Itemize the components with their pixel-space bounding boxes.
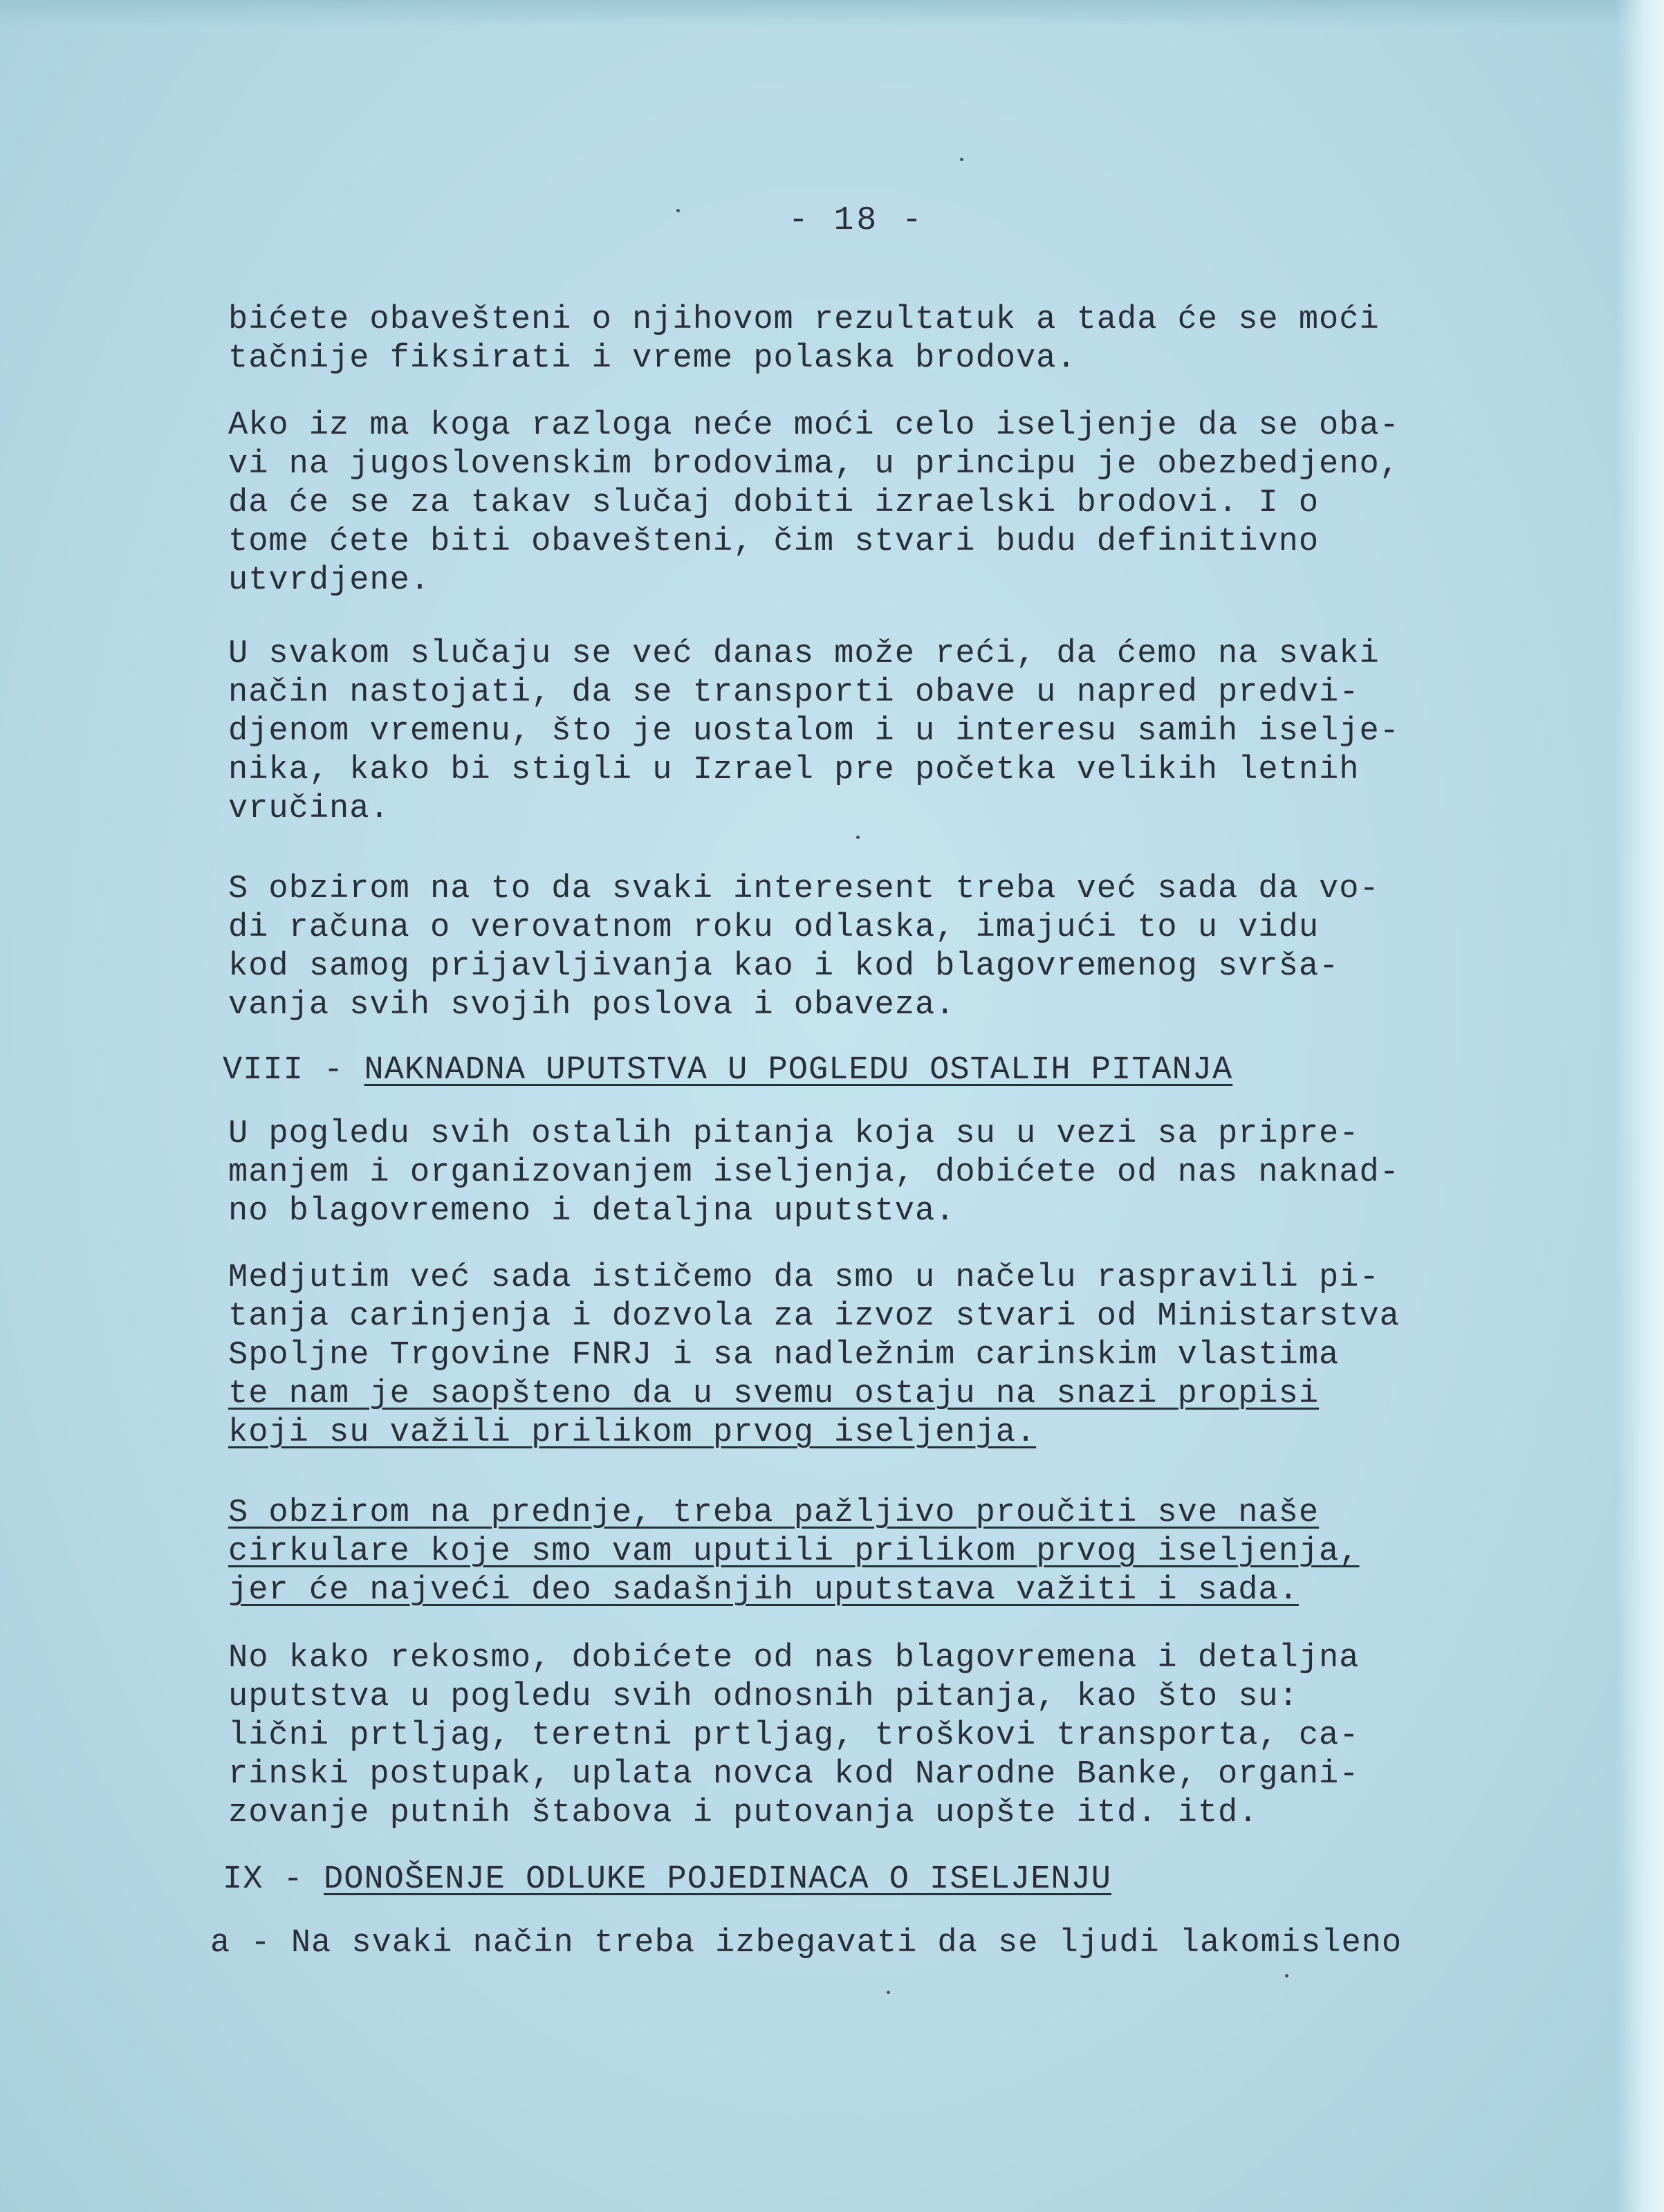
text-line: utvrdjene. <box>228 562 431 599</box>
text-line: tome ćete biti obavešteni, čim stvari budu definitivno <box>228 524 1320 560</box>
scan-speck <box>676 209 680 212</box>
paragraph-1 <box>228 301 1487 378</box>
text-line: tačnije fiksirati i vreme polaska brodova. <box>228 340 1077 377</box>
underlined-line: S obzirom na prednje, treba pažljivo proučiti sve naše <box>228 1495 1320 1531</box>
text-line: Medjutim već sada ističemo da smo u načelu raspravili pi- <box>228 1260 1380 1296</box>
scan-speck <box>1285 1974 1288 1978</box>
paragraph-3 <box>228 635 1487 829</box>
text-line: No kako rekosmo, dobićete od nas blagovremena i detaljna <box>228 1640 1360 1677</box>
text-line: zovanje putnih štabova i putovanja uopšte itd. itd. <box>228 1795 1259 1832</box>
text-line: tanja carinjenja i dozvola za izvoz stvari od Ministarstva <box>228 1298 1400 1335</box>
text-line: kod samog prijavljivanja kao i kod blagovremenog svrša- <box>228 948 1340 985</box>
underlined-line: cirkulare koje smo vam uputili prilikom prvog iseljenja, <box>228 1533 1360 1570</box>
text-line: djenom vremenu, što je uostalom i u interesu samih iselje- <box>228 713 1400 750</box>
text-line: U svakom slučaju se već danas može reći, da ćemo na svaki <box>228 636 1380 672</box>
paragraph-viii-3 <box>228 1494 1487 1610</box>
text-line: nika, kako bi stigli u Izrael pre početka velikih letnih <box>228 752 1360 789</box>
item-a: a - Na svaki način treba izbegavati da se ljudi lakomisleno <box>210 1925 1403 1962</box>
text-line: di računa o verovatnom roku odlaska, imajući to u vidu <box>228 910 1320 946</box>
text-line: S obzirom na to da svaki interesent treba već sada da vo- <box>228 871 1380 907</box>
scan-edge-top <box>0 0 1664 28</box>
paragraph-4 <box>228 870 1487 1025</box>
underlined-line: jer će najveći deo sadašnjih uputstava važiti i sada. <box>228 1572 1299 1609</box>
text-line: vručina. <box>228 791 390 827</box>
text-line: U pogledu svih ostalih pitanja koja su u vezi sa pripre- <box>228 1116 1360 1152</box>
paragraph-viii-2 <box>228 1259 1487 1453</box>
text-line: vanja svih svojih poslova i obaveza. <box>228 987 956 1024</box>
underlined-line: te nam je saopšteno da u svemu ostaju na snazi propisi <box>228 1376 1320 1412</box>
scan-speck <box>960 158 963 161</box>
text-line: lični prtljag, teretni prtljag, troškovi transporta, ca- <box>228 1717 1360 1754</box>
text-line: Spoljne Trgovine FNRJ i sa nadležnim carinskim vlastima <box>228 1337 1340 1374</box>
text-line: način nastojati, da se transporti obave u napred predvi- <box>228 674 1360 711</box>
section-heading-ix <box>223 1861 1111 1899</box>
page-number: - 18 - <box>788 202 925 239</box>
section-heading-viii <box>223 1051 1232 1090</box>
underlined-line: koji su važili prilikom prvog iseljenja. <box>228 1414 1037 1451</box>
scan-edge-right <box>1616 0 1664 2212</box>
text-line: uputstva u pogledu svih odnosnih pitanja, kao što su: <box>228 1679 1299 1715</box>
paragraph-viii-4 <box>228 1639 1487 1833</box>
text-line: da će se za takav slučaj dobiti izraelski brodovi. I o <box>228 485 1320 522</box>
scan-speck <box>856 836 860 839</box>
paragraph-viii-1 <box>228 1115 1487 1231</box>
text-line: Ako iz ma koga razloga neće moći celo iseljenje da se oba- <box>228 407 1400 444</box>
paragraph-2 <box>228 407 1487 600</box>
scan-speck <box>887 1991 890 1994</box>
section-title: DONOŠENJE ODLUKE POJEDINACA O ISELJENJU <box>324 1861 1112 1898</box>
text-line: bićete obavešteni o njihovom rezultatuk a tada će se moći <box>228 302 1380 338</box>
section-number: IX - <box>223 1861 324 1898</box>
text-line: manjem i organizovanjem iseljenja, dobićete od nas naknad- <box>228 1154 1400 1191</box>
text-line: rinski postupak, uplata novca kod Narodne Banke, organi- <box>228 1756 1360 1793</box>
text-line: vi na jugoslovenskim brodovima, u principu je obezbedjeno, <box>228 446 1400 483</box>
section-number: VIII - <box>223 1052 364 1089</box>
text-line: no blagovremeno i detaljna uputstva. <box>228 1193 956 1230</box>
section-title: NAKNADNA UPUTSTVA U POGLEDU OSTALIH PITANJA <box>364 1052 1233 1089</box>
